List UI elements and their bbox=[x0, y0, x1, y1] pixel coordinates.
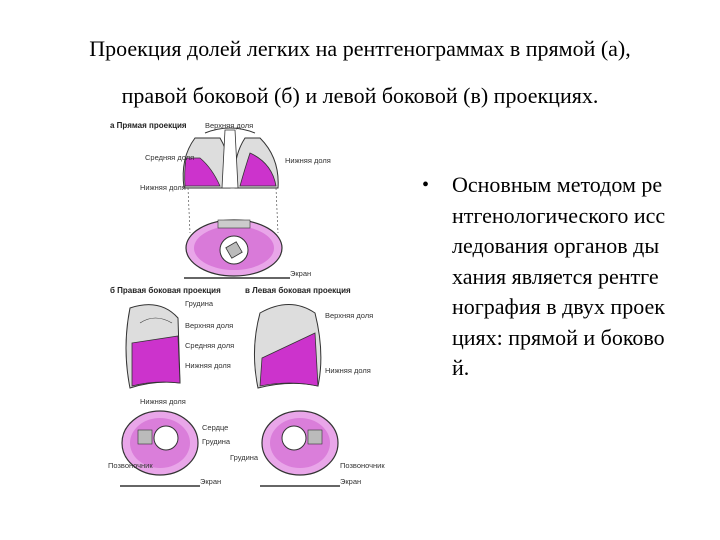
upper-lobe-label: Верхняя доля bbox=[205, 121, 254, 130]
sternum-v-label: Грудина bbox=[230, 453, 259, 462]
screen-a-label: Экран bbox=[290, 269, 312, 278]
frontal-cross-section bbox=[186, 220, 282, 276]
lower-lobe-left-label: Нижняя доля bbox=[140, 183, 186, 192]
spine-bottom-right-label: Позвоночник bbox=[340, 461, 385, 470]
left-lateral-cross-section bbox=[262, 411, 338, 475]
lower-lobe-right-label: Нижняя доля bbox=[285, 156, 331, 165]
slide-title-line-1: Проекция долей легких на рентгенограммах в прямой (а), bbox=[89, 36, 631, 61]
upper-lobe-b-label: Верхняя доля bbox=[185, 321, 234, 330]
sternum-label: Грудина bbox=[202, 437, 231, 446]
bullet-item bbox=[422, 170, 672, 384]
screen-b-label: Экран bbox=[200, 477, 222, 486]
sternum-b-label: Грудина bbox=[185, 299, 214, 308]
heart-label: Сердце bbox=[202, 423, 229, 432]
spine-bottom-left-label: Позвоночник bbox=[108, 461, 153, 470]
panel-v-label: в Левая боковая проекция bbox=[245, 286, 351, 295]
slide-title-line-2: правой боковой (б) и левой боковой (в) проекциях. bbox=[121, 83, 599, 108]
panel-a-label: а Прямая проекция bbox=[110, 121, 187, 130]
middle-lobe-b-label: Средняя доля bbox=[185, 341, 235, 350]
middle-lobe-label: Средняя доля bbox=[145, 153, 195, 162]
lower-lobe-b-label: Нижняя доля bbox=[140, 397, 186, 406]
screen-v-label: Экран bbox=[340, 477, 362, 486]
lower-lobe-b2-label: Нижняя доля bbox=[185, 361, 231, 370]
upper-lobe-v-label: Верхняя доля bbox=[325, 311, 374, 320]
lower-lobe-v-label: Нижняя доля bbox=[325, 366, 371, 375]
lung-projection-figure bbox=[100, 118, 400, 498]
bullet-text: Основным методом рентгенологического исследования органов дыхания является рентгенография в двух проекциях: прямой и боковой. bbox=[452, 172, 666, 380]
left-lateral-lung-illustration bbox=[254, 305, 320, 389]
bullet-dot-icon: • bbox=[422, 174, 430, 196]
right-lateral-lung-illustration bbox=[126, 305, 180, 388]
panel-b-label: б Правая боковая проекция bbox=[110, 286, 221, 295]
frontal-lungs-illustration bbox=[183, 128, 278, 188]
